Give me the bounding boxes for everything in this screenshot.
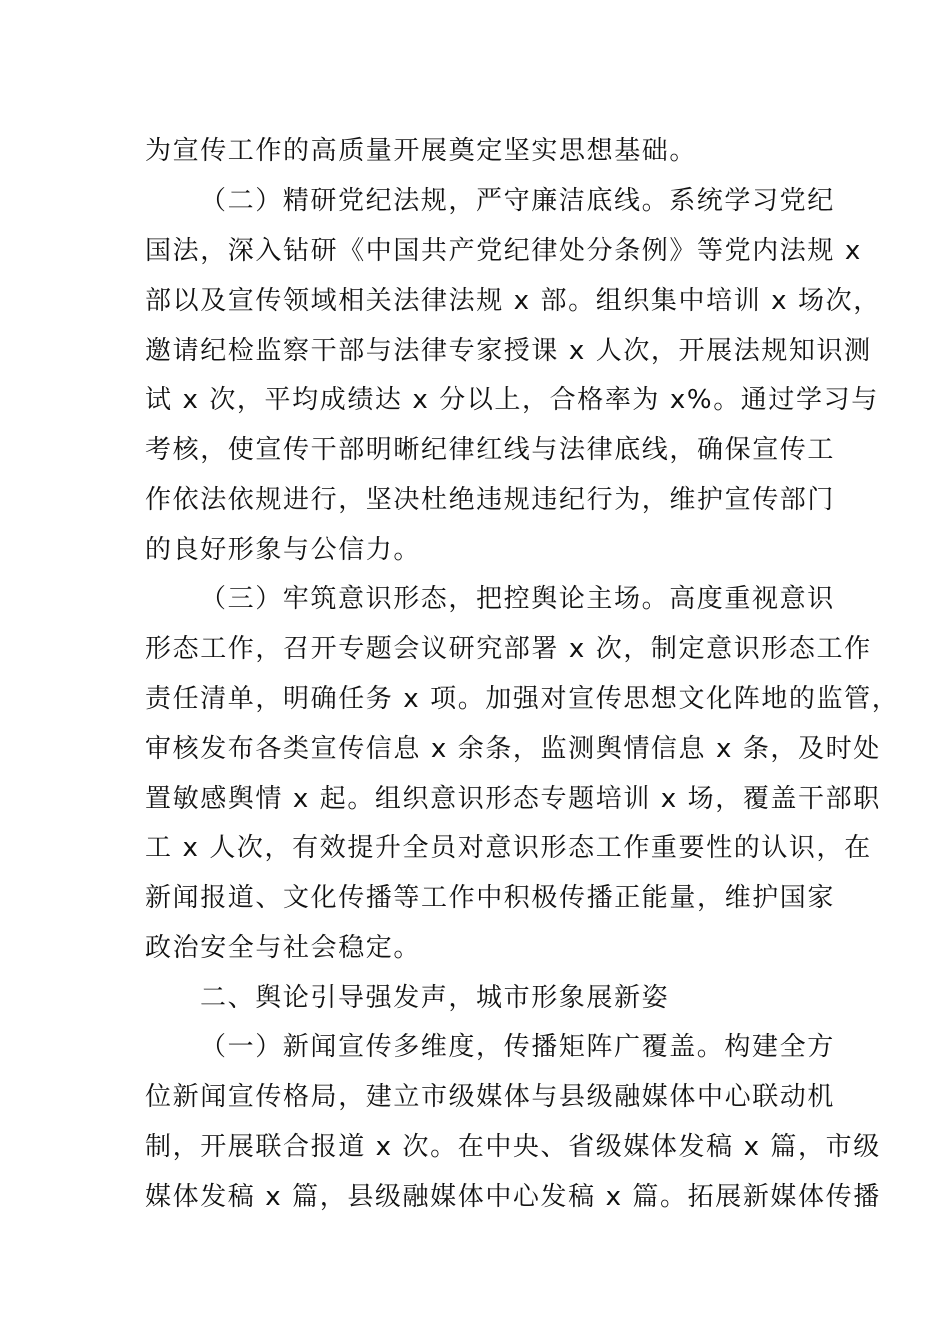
text-line: 考核，使宣传干部明晰纪律红线与法律底线，确保宣传工 <box>145 435 836 465</box>
text-line: 作依法依规进行，坚决杜绝违规违纪行为，维护宣传部门 <box>145 485 836 515</box>
text-line: （二）精研党纪法规，严守廉洁底线。系统学习党纪 <box>200 186 835 216</box>
text-line: 工 x 人次，有效提升全员对意识形态工作重要性的认识，在 <box>145 833 872 863</box>
text-line: 制，开展联合报道 x 次。在中央、省级媒体发稿 x 篇，市级 <box>145 1132 881 1162</box>
text-line: 试 x 次，平均成绩达 x 分以上，合格率为 x%。通过学习与 <box>145 385 879 415</box>
text-line: 政治安全与社会稳定。 <box>145 933 422 963</box>
text-line: 邀请纪检监察干部与法律专家授课 x 人次，开展法规知识测 <box>145 336 872 366</box>
text-line: 部以及宣传领域相关法律法规 x 部。组织集中培训 x 场次， <box>145 286 881 316</box>
text-line: （一）新闻宣传多维度，传播矩阵广覆盖。构建全方 <box>200 1032 835 1062</box>
text-line: 审核发布各类宣传信息 x 余条，监测舆情信息 x 条，及时处 <box>145 734 881 764</box>
text-line: 的良好形象与公信力。 <box>145 535 422 565</box>
text-line: 新闻报道、文化传播等工作中积极传播正能量，维护国家 <box>145 883 836 913</box>
section-heading: 二、舆论引导强发声，城市形象展新姿 <box>200 983 670 1013</box>
text-line: 形态工作，召开专题会议研究部署 x 次，制定意识形态工作 <box>145 634 872 664</box>
text-line: 责任清单，明确任务 x 项。加强对宣传思想文化阵地的监管， <box>145 684 900 714</box>
text-line: 媒体发稿 x 篇，县级融媒体中心发稿 x 篇。拓展新媒体传播 <box>145 1182 881 1212</box>
text-line: 国法，深入钻研《中国共产党纪律处分条例》等党内法规 x <box>145 236 862 266</box>
text-line: 为宣传工作的高质量开展奠定坚实思想基础。 <box>145 136 698 166</box>
text-line: 位新闻宣传格局，建立市级媒体与县级融媒体中心联动机 <box>145 1082 836 1112</box>
text-line: 置敏感舆情 x 起。组织意识形态专题培训 x 场，覆盖干部职 <box>145 784 881 814</box>
text-line: （三）牢筑意识形态，把控舆论主场。高度重视意识 <box>200 584 835 614</box>
